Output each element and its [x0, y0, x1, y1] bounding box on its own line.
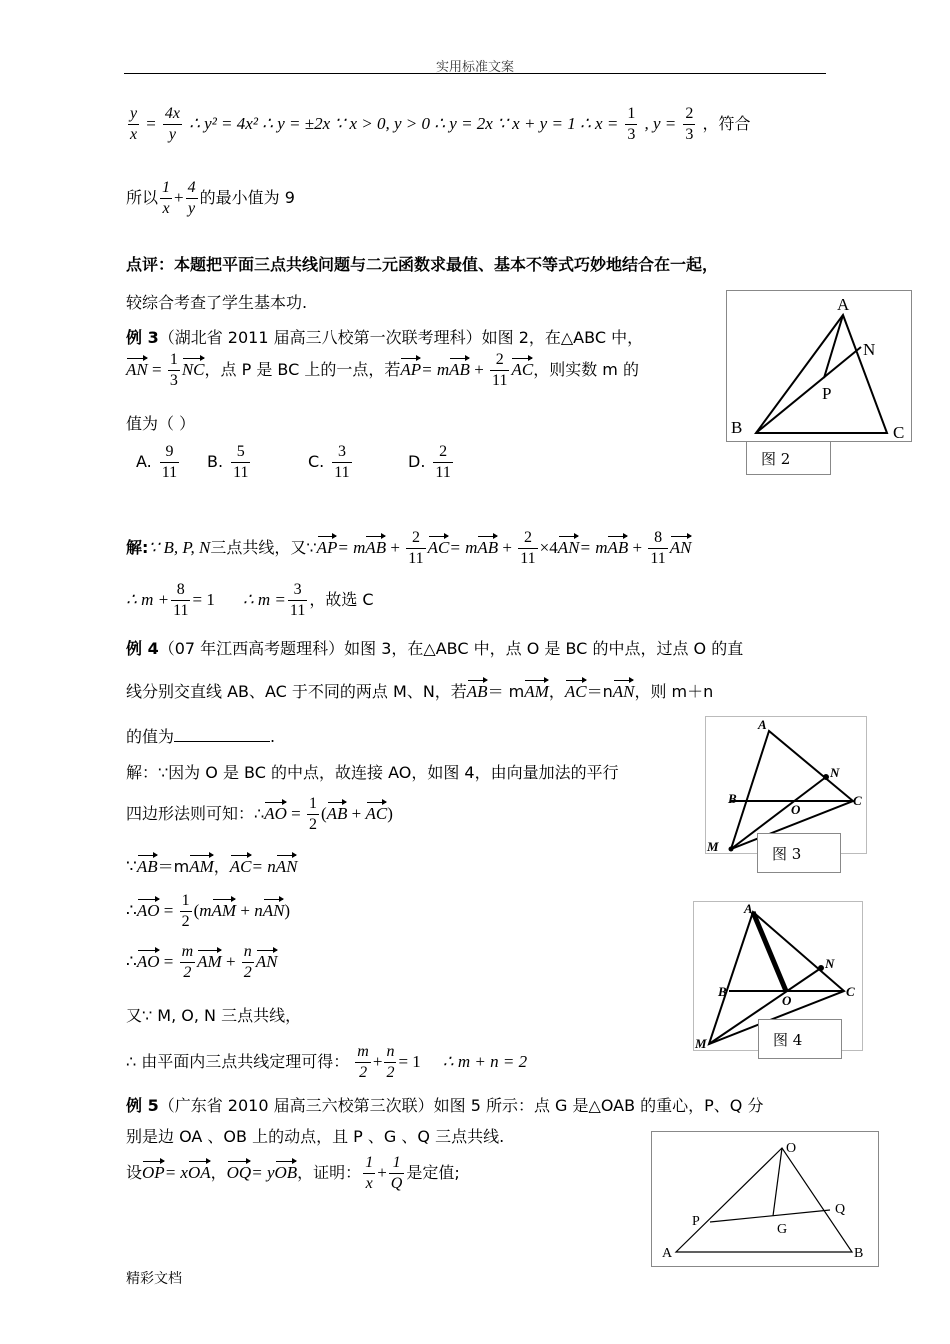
vector-an: AN: [126, 355, 148, 380]
example-3-question: 值为（ ）: [126, 414, 196, 433]
fraction-4-over-y: $\frac{4}{y}$: [187, 179, 196, 217]
example-3-line-2: AN = $\frac{1}{3}$ NC，点 P 是 BC 上的一点，若AP= mAB + $\frac{2}{11}$ AC，则实数 m 的: [126, 351, 639, 389]
comment-text-1: 本题把平面三点共线问题与二元函数求最值、基本不等式巧妙地结合在一起，: [174, 255, 719, 274]
vector-ap: AP: [317, 533, 338, 558]
page-footer: [126, 1268, 182, 1288]
conforms-text: ，符合: [702, 114, 751, 133]
solution-4-line-2: 四边形法则可知：∴AO = $\frac{1}{2}$ (AB + AC): [126, 795, 393, 833]
fraction-2-over-11: $\frac{2}{11}$: [492, 351, 508, 389]
example-3-label: 例 3: [126, 328, 159, 347]
fraction-y-over-x: $\frac{y}{x}$: [130, 105, 138, 143]
label-b: B: [731, 418, 743, 437]
comment-label: 点评：: [126, 255, 175, 274]
svg-text:O: O: [791, 802, 801, 817]
comment-line-2: [126, 290, 307, 313]
example-3-line-3: [126, 411, 195, 434]
svg-text:B: B: [854, 1246, 864, 1261]
example-5-label: 例 5: [126, 1096, 159, 1115]
solution-4-line-4: ∴AO = $\frac{1}{2}$ (mAM + nAN): [126, 892, 291, 930]
svg-text:A: A: [662, 1246, 673, 1261]
solution-4-line-1: 解：∵因为 O 是 BC 的中点，故连接 AO，如图 4，由向量加法的平行: [126, 763, 619, 782]
vector-nc: NC: [182, 355, 205, 380]
vector-ab: AB: [365, 533, 386, 558]
header-title: 实用标准文案: [435, 60, 514, 75]
vector-ap: AP: [400, 355, 421, 380]
solution-line-2: 所以 $\frac{1}{x}$ + $\frac{4}{y}$ 的最小值为 9: [126, 179, 295, 217]
svg-text:O: O: [786, 1141, 797, 1156]
svg-text:B: B: [728, 791, 737, 806]
svg-text:M: M: [695, 1036, 707, 1050]
example-4-text-1: （07 年江西高考题理科）如图 3，在△ABC 中，点 O 是 BC 的中点，过点 O 的直: [158, 639, 744, 658]
comment-line-1: [126, 252, 718, 275]
fraction-one-third: $\frac{1}{3}$: [627, 105, 636, 143]
vector-ac: AC: [428, 533, 450, 558]
solution-4-line-3: ∵AB＝mAM，AC= nAN: [126, 852, 297, 877]
solution-4-line-7: ∴ 由平面内三点共线定理可得： $\frac{m}{2}$ + $\frac{n}{2}$ = 1 ∴ m + n = 2: [126, 1043, 528, 1081]
example-5-text-1: （广东省 2010 届高三六校第三次联）如图 5 所示：点 G 是△OAB 的重心，P、Q 分: [158, 1096, 764, 1115]
svg-text:B: B: [718, 984, 727, 999]
min-value-text: 的最小值为 9: [199, 188, 295, 207]
solution-line-1: $\frac{y}{x}$ = $\frac{4x}{y}$ ∴ y² = 4x² ∴ y = ±2x ∵ x > 0, y > 0 ∴ y = 2x ∵ x + y = 1 ∴ x = $\frac{1}{3}$ , y = $\frac{2}{3}$ ，符合: [130, 105, 751, 143]
triangle-abc-figure: [727, 291, 911, 441]
option-c: C. $\frac{3}{11}$: [308, 443, 350, 481]
label-n: N: [863, 340, 876, 359]
example-3-line-1: [126, 325, 643, 348]
svg-text:A: A: [758, 717, 767, 732]
figure-2: [726, 290, 912, 442]
fraction-1-over-x: $\frac{1}{x}$: [162, 179, 171, 217]
triangle-oab-figure: [652, 1132, 878, 1266]
label-p: P: [822, 384, 832, 403]
svg-text:N: N: [830, 765, 840, 780]
figure-5: [651, 1131, 879, 1267]
header-rule: [124, 73, 826, 74]
y-equals: , y =: [644, 114, 677, 133]
solution-3-line-2: ∴ m + $\frac{8}{11}$ = 1 ∴ m = $\frac{3}{11}$ ，故选 C: [126, 581, 374, 619]
vector-ab: AB: [449, 355, 470, 380]
svg-text:C: C: [853, 793, 862, 808]
solution-4-line-5: ∴AO = $\frac{m}{2}$ AM + $\frac{n}{2}$ AN: [126, 943, 278, 981]
derivation-text: ∴ y² = 4x² ∴ y = ±2x ∵ x > 0, y > 0 ∴ y = 2x ∵ x + y = 1 ∴ x =: [189, 114, 619, 133]
figure-2-caption: 图 2: [746, 441, 831, 475]
svg-text:P: P: [692, 1214, 700, 1229]
comment-text-2: 较综合考查了学生基本功.: [126, 293, 308, 312]
example-4-text-2: 线分别交直线 AB、AC 于不同的两点 M、N，若: [126, 682, 467, 701]
svg-text:A: A: [744, 902, 753, 916]
vector-ac: AC: [511, 355, 533, 380]
example-5-line-2: [126, 1124, 504, 1147]
svg-text:M: M: [707, 839, 719, 853]
example-4-line-3: 的值为 .: [126, 727, 276, 746]
svg-text:G: G: [777, 1222, 788, 1237]
example-3-mid-text: ，点 P 是 BC 上的一点，若: [204, 360, 401, 379]
therefore-text: 所以: [126, 188, 159, 207]
svg-text:C: C: [846, 984, 855, 999]
solution-3-line-1: 解:∵ B, P, N三点共线，又∵AP= mAB + $\frac{2}{11}$ AC= mAB + $\frac{2}{11}$ ×4AN= mAB + $\frac{8}{11}$ AN: [126, 529, 692, 567]
choose-c-text: ，故选 C: [309, 590, 374, 609]
footer-text: 精彩文档: [126, 1271, 182, 1287]
fraction-one-third: $\frac{1}{3}$: [169, 351, 178, 389]
example-4-line-1: [126, 636, 743, 659]
solution-label: 解:: [126, 538, 149, 557]
option-d: D. $\frac{2}{11}$: [408, 443, 451, 481]
label-c: C: [893, 423, 905, 441]
option-a: A. $\frac{9}{11}$: [136, 443, 178, 481]
figure-4-caption: 图 4: [758, 1019, 842, 1059]
example-4-line-2: 线分别交直线 AB、AC 于不同的两点 M、N，若AB＝ mAM，AC＝nAN，则 m＋n: [126, 677, 713, 702]
fraction-4x-over-y: $\frac{4x}{y}$: [164, 105, 180, 143]
example-5-text-2: 别是边 OA 、OB 上的动点，且 P 、G 、Q 三点共线.: [126, 1127, 505, 1146]
eq-m: = m: [421, 360, 450, 379]
example-5-line-1: [126, 1093, 764, 1116]
solution-4-line-6: 又∵ M, O, N 三点共线，: [126, 1006, 302, 1025]
collinear-text: 三点共线，又∵: [210, 538, 317, 557]
answer-blank: [174, 727, 270, 742]
svg-text:N: N: [825, 956, 835, 971]
figure-3-caption: 图 3: [757, 833, 841, 873]
label-a: A: [837, 295, 850, 314]
option-b: B. $\frac{5}{11}$: [207, 443, 249, 481]
example-3-tail-text: ，则实数 m 的: [533, 360, 639, 379]
example-3-text-1: （湖北省 2011 届高三八校第一次联考理科）如图 2，在△ABC 中，: [158, 328, 644, 347]
example-5-line-3: 设OP= xOA，OQ= yOB，证明： $\frac{1}{x}$ + $\frac{1}{Q}$ 是定值;: [126, 1154, 460, 1192]
svg-text:O: O: [782, 993, 792, 1008]
svg-text:Q: Q: [835, 1202, 846, 1217]
points-bpn: ∵ B, P, N: [148, 538, 211, 557]
fraction-two-thirds: $\frac{2}{3}$: [685, 105, 694, 143]
example-4-label: 例 4: [126, 639, 159, 658]
